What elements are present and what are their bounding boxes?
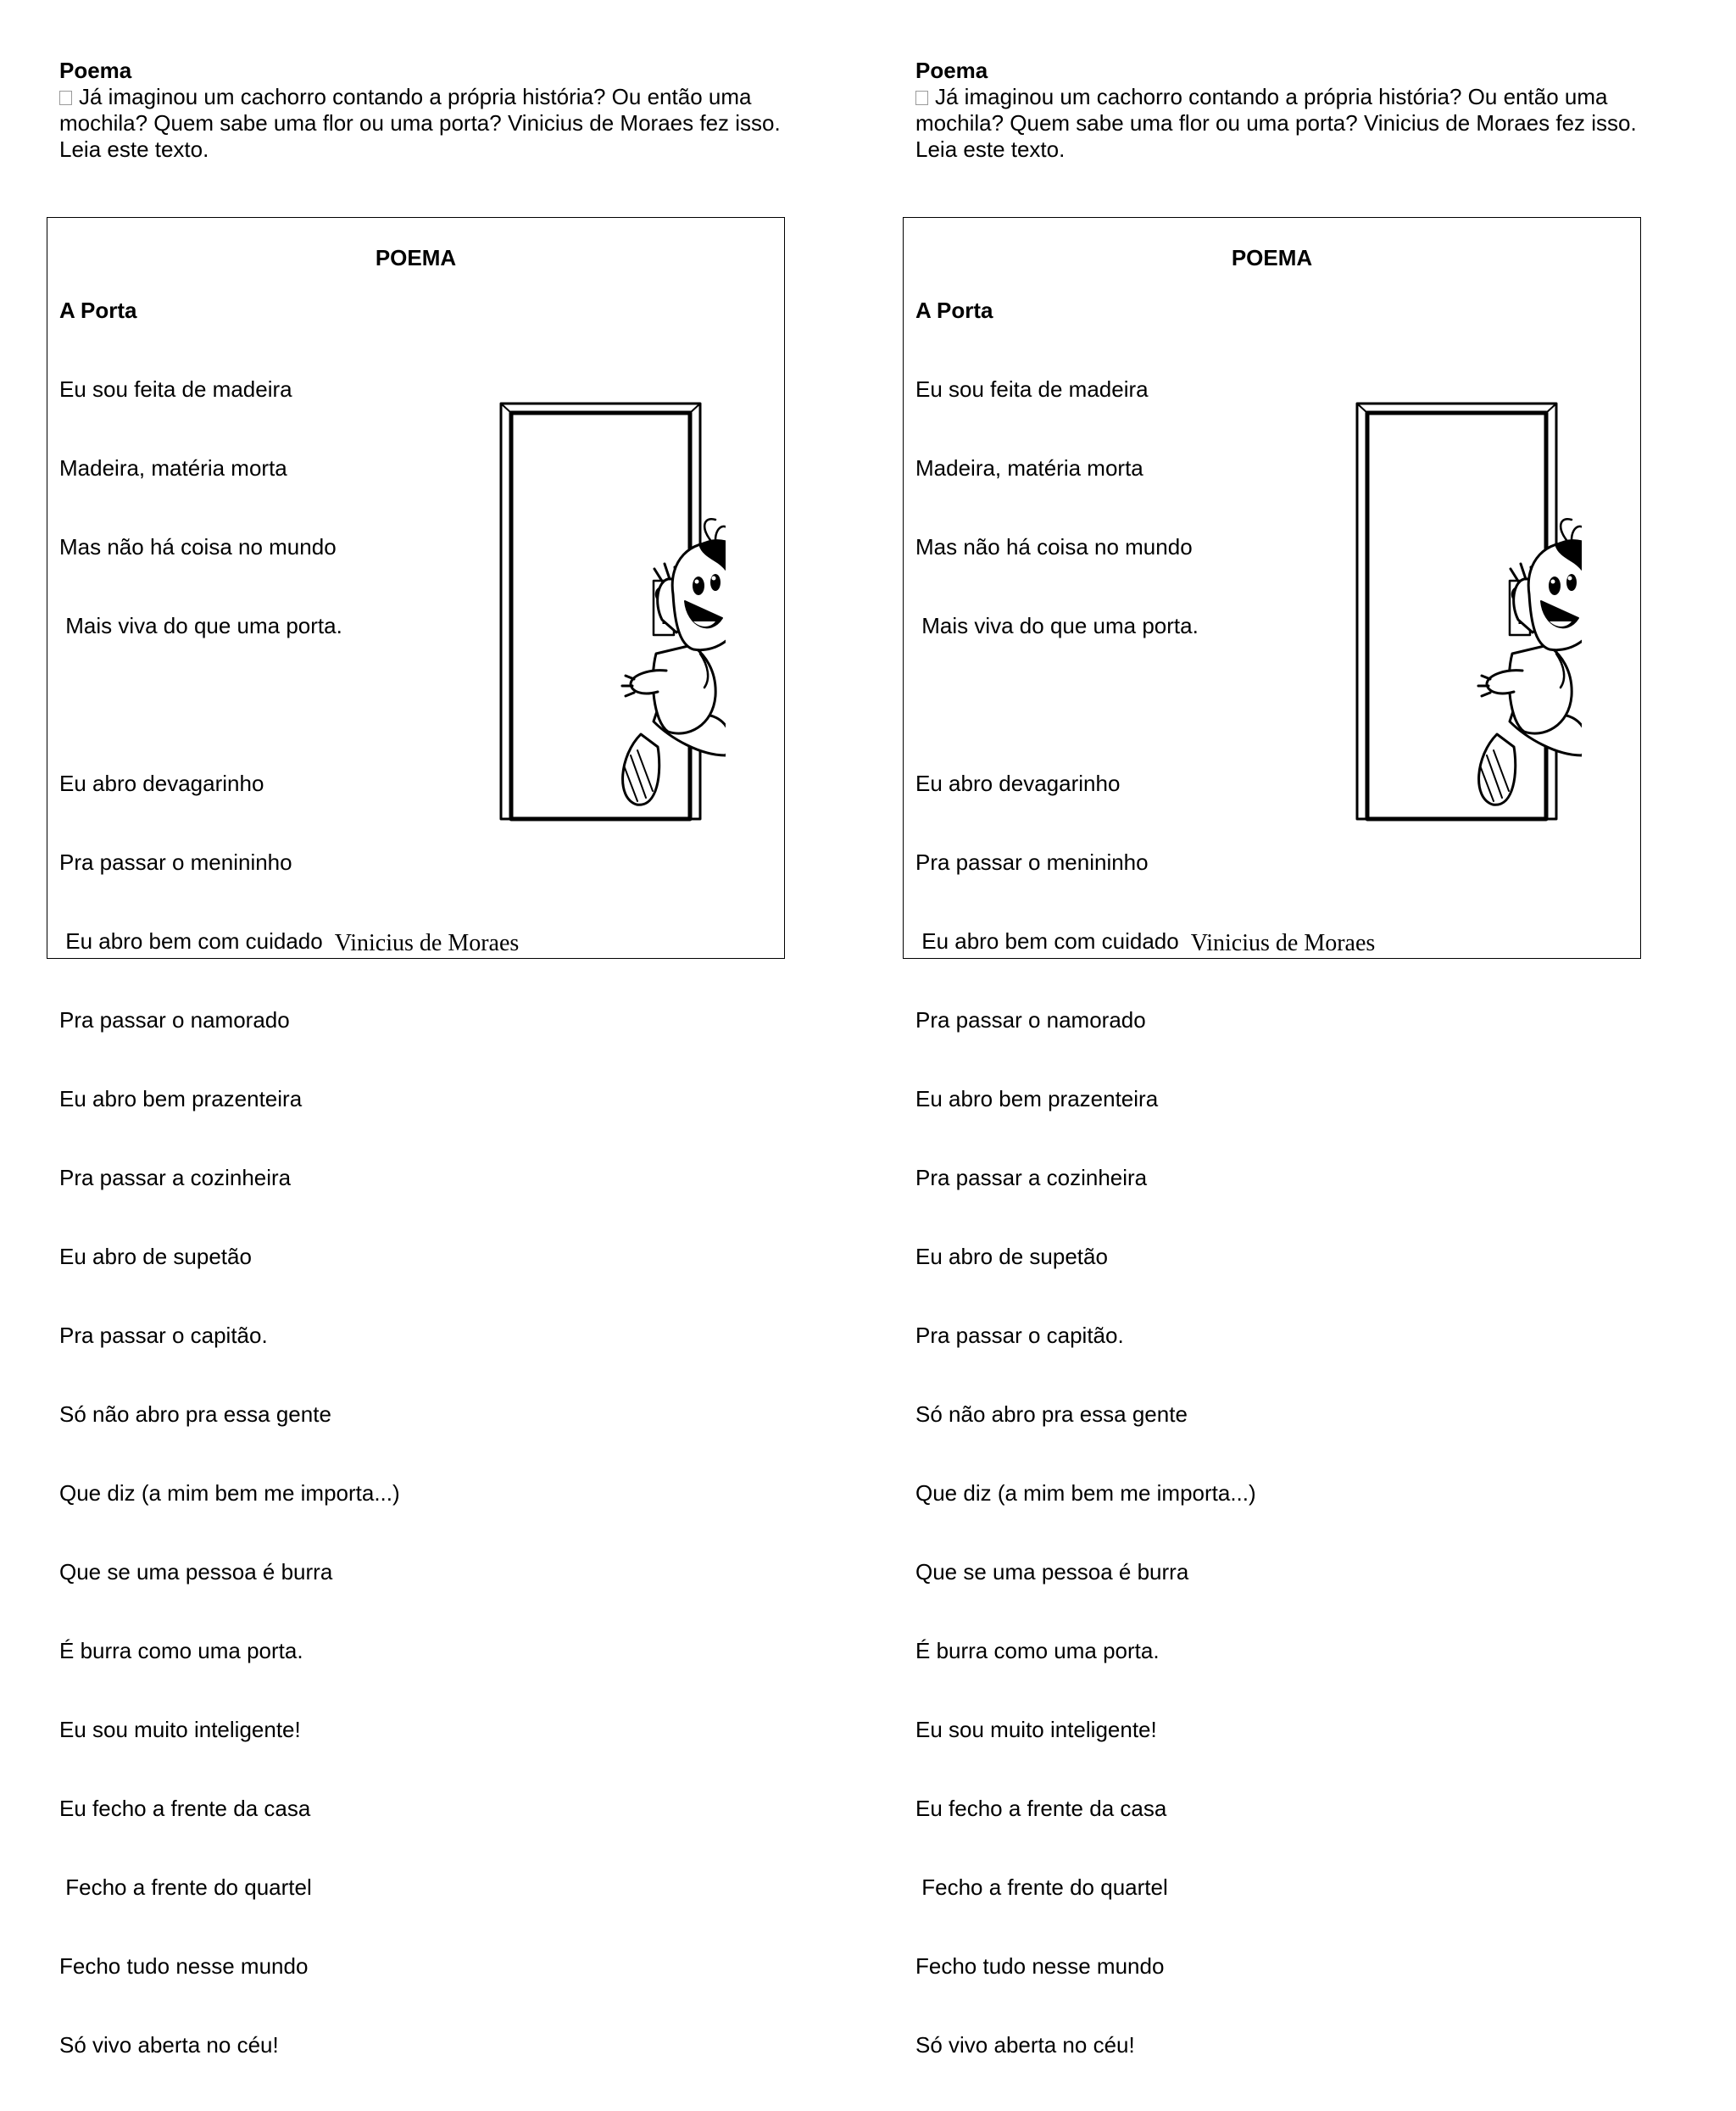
poem-line: Eu abro bem prazenteira xyxy=(59,1086,303,1111)
poem-line: Pra passar a cozinheira xyxy=(59,1165,292,1190)
poem-lines xyxy=(915,324,1256,2111)
poem-label: POEMA xyxy=(1231,245,1313,270)
poem-label: POEMA xyxy=(375,245,457,270)
poem-line: Pra passar o menininho xyxy=(915,849,1149,875)
poem-line: Que diz (a mim bem me importa...) xyxy=(915,1480,1256,1506)
poem-line: Mas não há coisa no mundo xyxy=(915,534,1193,560)
poem-line: Só vivo aberta no céu! xyxy=(915,2032,1135,2058)
poem-line: Madeira, matéria morta xyxy=(59,455,287,481)
poem-line: É burra como uma porta. xyxy=(59,1638,303,1663)
poem-line: Eu abro devagarinho xyxy=(59,771,264,796)
poem-line: É burra como uma porta. xyxy=(915,1638,1160,1663)
intro-block xyxy=(915,58,1678,163)
intro-block xyxy=(59,58,822,163)
poem-line: Pra passar o capitão. xyxy=(915,1323,1124,1348)
door-with-child-icon xyxy=(1302,399,1582,832)
poem-line: Eu sou feita de madeira xyxy=(915,376,1149,402)
poem-line: Mas não há coisa no mundo xyxy=(59,534,337,560)
poem-line: Só não abro pra essa gente xyxy=(915,1401,1188,1427)
poem-line: Eu abro bem com cuidado xyxy=(915,928,1179,954)
poem-line: Só não abro pra essa gente xyxy=(59,1401,331,1427)
poem-lines xyxy=(59,324,400,2111)
poem-line: Fecho a frente do quartel xyxy=(59,1874,312,1900)
poem-line: Eu abro bem com cuidado xyxy=(59,928,323,954)
poem-line: Eu abro de supetão xyxy=(59,1244,252,1269)
poem-line: Madeira, matéria morta xyxy=(915,455,1143,481)
poem-line: Que se uma pessoa é burra xyxy=(915,1559,1189,1585)
poem-line: Eu sou feita de madeira xyxy=(59,376,292,402)
poem-line: Eu sou muito inteligente! xyxy=(59,1717,301,1742)
worksheet-right xyxy=(856,0,1704,2058)
poem-line: Fecho tudo nesse mundo xyxy=(915,1953,1165,1979)
intro-heading: Poema xyxy=(59,58,132,83)
poem-line: Mais viva do que uma porta. xyxy=(915,613,1199,638)
poem-line: Pra passar o menininho xyxy=(59,849,292,875)
intro-paragraph: Já imaginou um cachorro contando a própria história? Ou então uma mochila? Quem sabe uma flor ou uma porta? Vinicius de Moraes fez isso. Leia este texto. xyxy=(915,84,1637,162)
poem-line: Fecho a frente do quartel xyxy=(915,1874,1168,1900)
poem-line: Que se uma pessoa é burra xyxy=(59,1559,333,1585)
poem-title: A Porta xyxy=(915,298,993,323)
poem-line: Pra passar o capitão. xyxy=(59,1323,268,1348)
poem-line: Eu fecho a frente da casa xyxy=(59,1796,311,1821)
poem-line: Fecho tudo nesse mundo xyxy=(59,1953,309,1979)
poem-box xyxy=(47,217,785,2058)
poem-line: Só vivo aberta no céu! xyxy=(59,2032,279,2058)
poem-line: Eu abro de supetão xyxy=(915,1244,1108,1269)
poem-box xyxy=(903,217,1641,2058)
poem-line: Que diz (a mim bem me importa...) xyxy=(59,1480,400,1506)
poem-author: Vinicius de Moraes xyxy=(1190,930,1376,956)
intro-paragraph-wrap xyxy=(59,84,822,163)
poem-line: Pra passar o namorado xyxy=(915,1007,1146,1033)
poem-line: Eu fecho a frente da casa xyxy=(915,1796,1167,1821)
worksheet-left xyxy=(0,0,848,2058)
poem-title: A Porta xyxy=(59,298,137,323)
intro-paragraph-wrap xyxy=(915,84,1678,163)
stanza-gap xyxy=(59,692,400,718)
poem-line: Eu sou muito inteligente! xyxy=(915,1717,1157,1742)
door-with-child-icon xyxy=(446,399,726,832)
poem-author: Vinicius de Moraes xyxy=(334,930,520,956)
poem-line: Pra passar a cozinheira xyxy=(915,1165,1148,1190)
poem-line: Pra passar o namorado xyxy=(59,1007,290,1033)
poem-line: Mais viva do que uma porta. xyxy=(59,613,342,638)
bullet-box-icon xyxy=(915,91,928,105)
intro-paragraph: Já imaginou um cachorro contando a própria história? Ou então uma mochila? Quem sabe uma flor ou uma porta? Vinicius de Moraes fez isso. Leia este texto. xyxy=(59,84,781,162)
intro-heading: Poema xyxy=(915,58,988,83)
bullet-box-icon xyxy=(59,91,72,105)
stanza-gap xyxy=(915,692,1256,718)
poem-line: Eu abro devagarinho xyxy=(915,771,1121,796)
poem-line: Eu abro bem prazenteira xyxy=(915,1086,1159,1111)
